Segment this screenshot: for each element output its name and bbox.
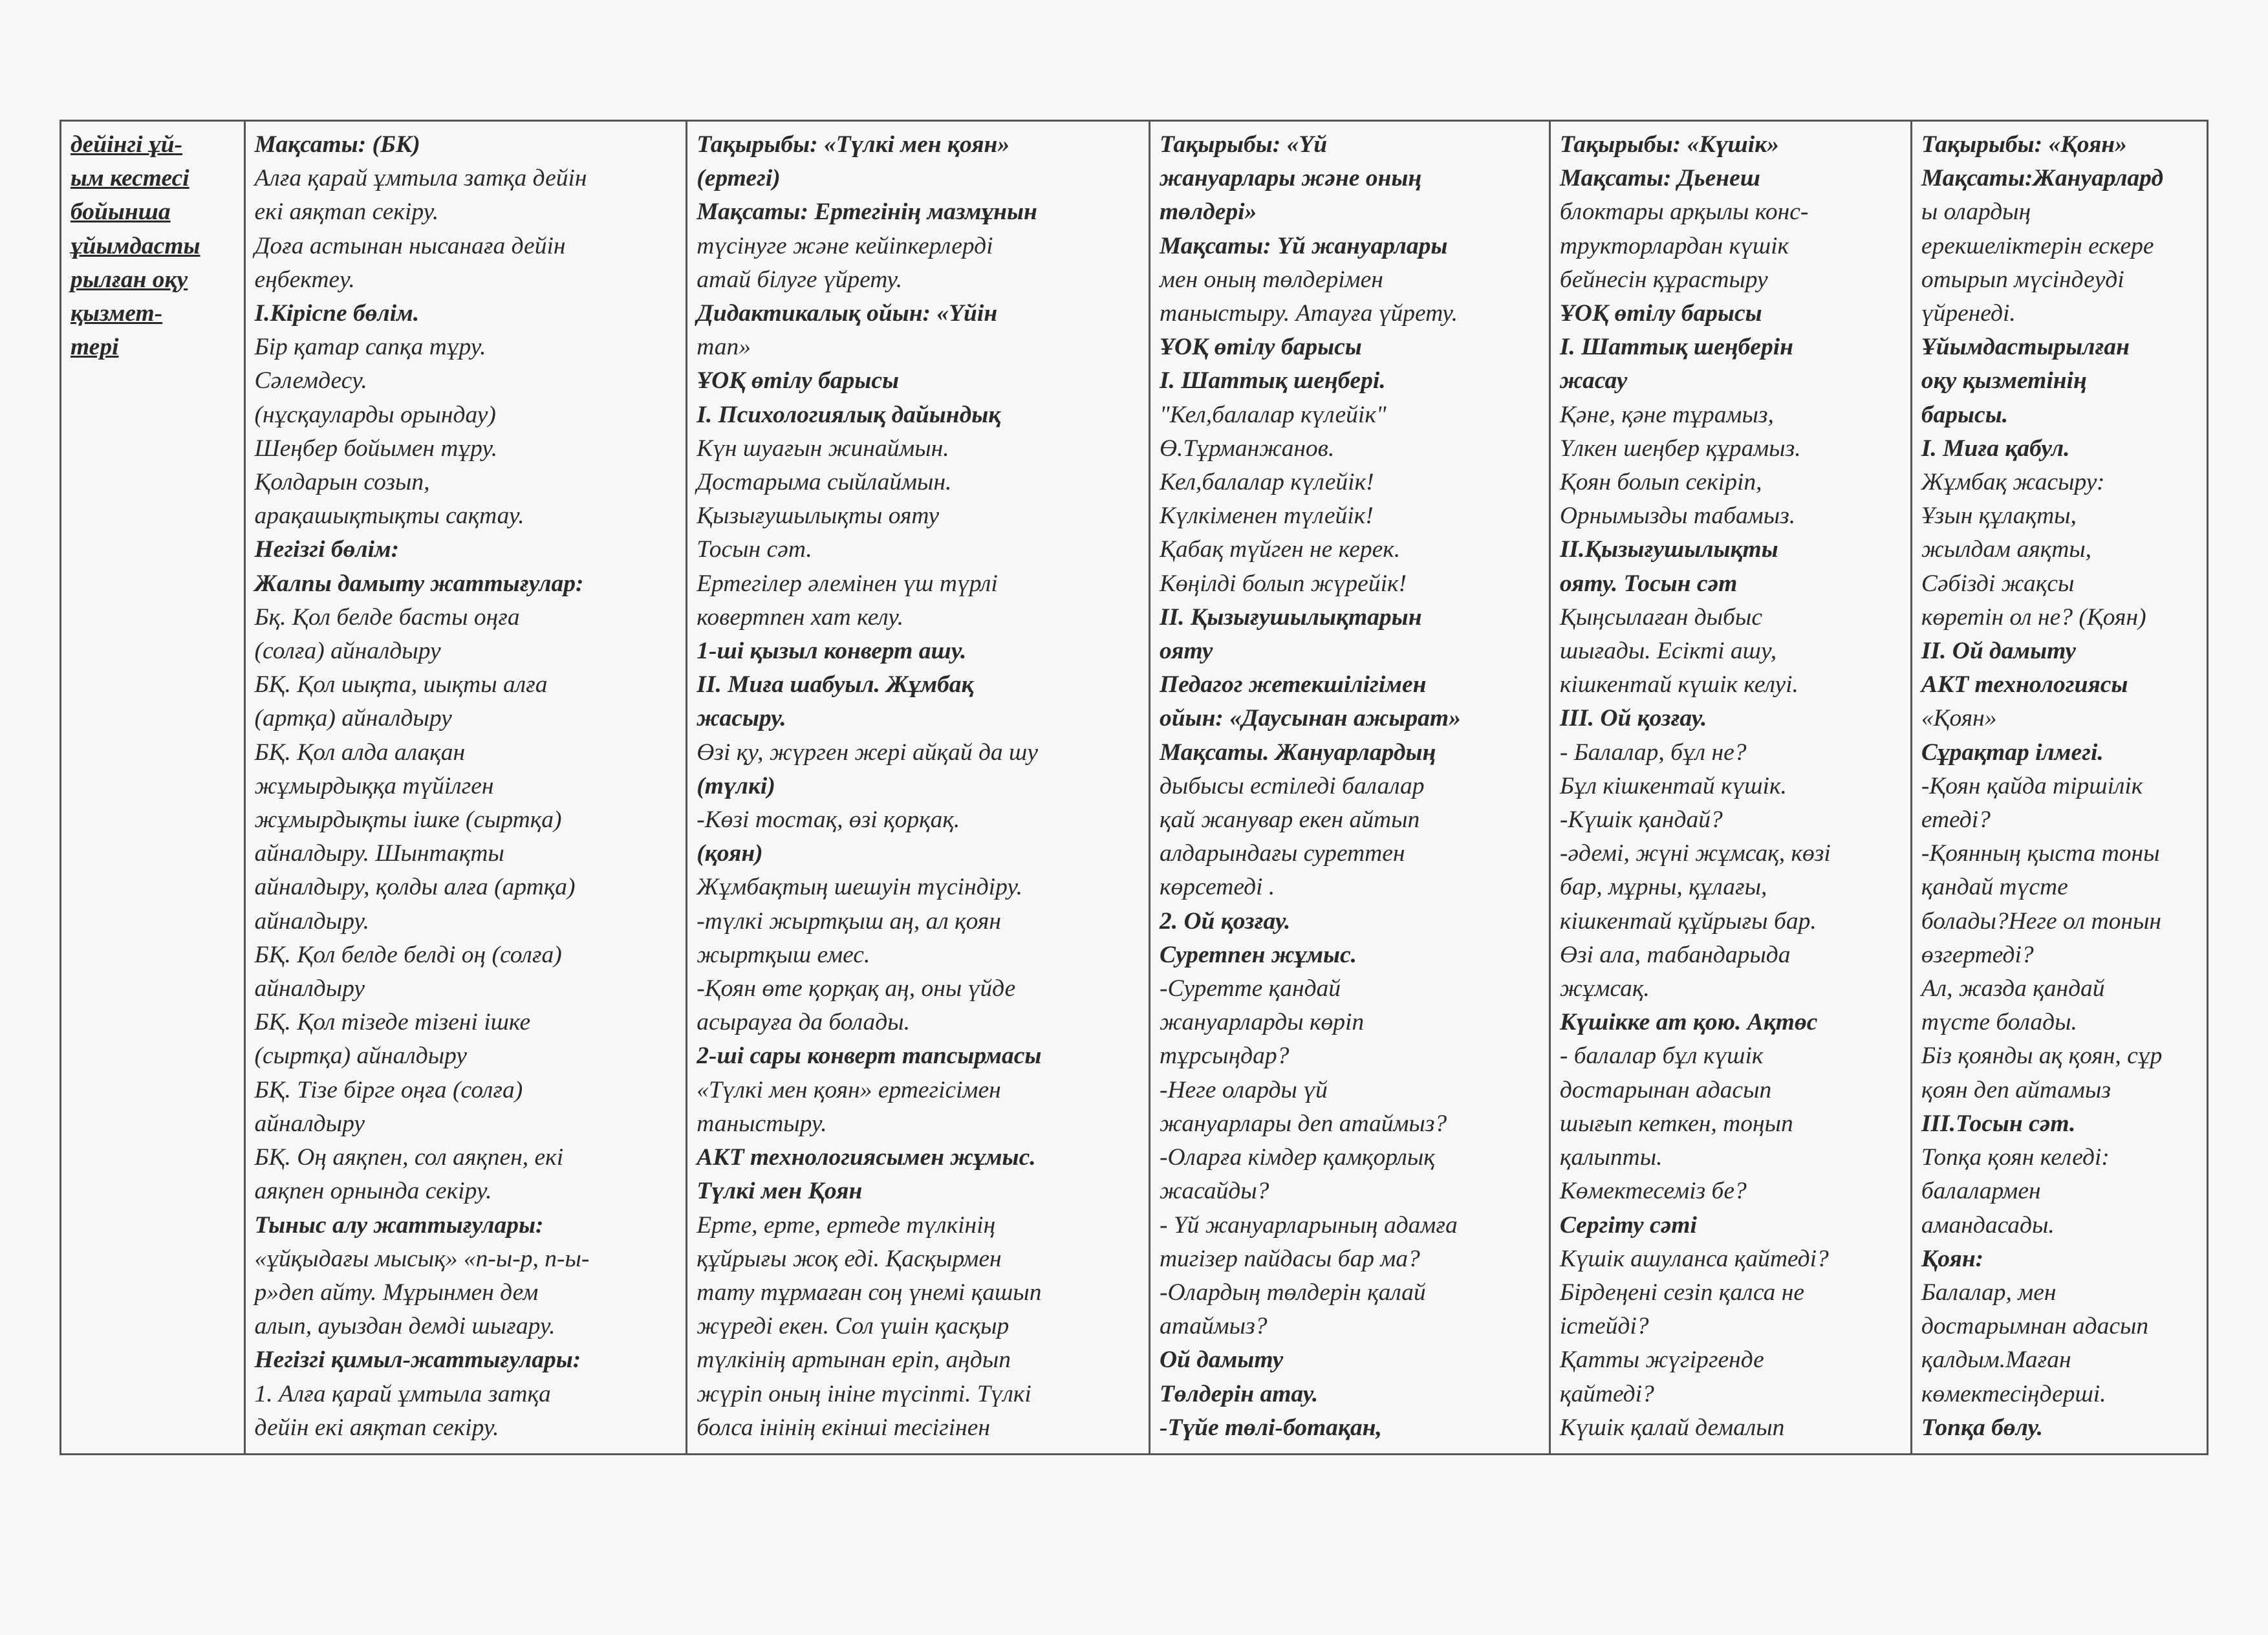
cell-text-line: бар, мұрны, құлағы,	[1559, 874, 1767, 901]
cell-text-line: «Түлкі мен қоян» ертегісімен	[697, 1076, 1001, 1103]
cell-text-line: 2-ші сары конверт тапсырмасы	[697, 1043, 1042, 1070]
cell-text-line: достарымнан адасып	[1921, 1313, 2149, 1340]
cell-text-line: Шеңбер бойымен тұру.	[254, 435, 498, 462]
cell-text-line: Күшікке ат қою. Ақтөс	[1559, 1009, 1818, 1036]
cell-text-line: дыбысы естіледі балалар	[1159, 772, 1425, 799]
cell-text-line: Күшік қалай демалып	[1559, 1414, 1785, 1441]
cell-text-line: (нұсқауларды орындау)	[254, 401, 496, 428]
cell-text-line: қалыпты.	[1559, 1144, 1663, 1171]
cell-text-line: қайтеді?	[1559, 1380, 1654, 1407]
cell-text-line: -Олардың төлдерін қалай	[1159, 1279, 1426, 1306]
cell-text-line: Төлдерін атау.	[1159, 1380, 1319, 1407]
cell-text-line: жануарлары деп атаймыз?	[1159, 1110, 1447, 1137]
cell-text-line: Ұйымдастырылған	[1921, 334, 2130, 361]
cell-text-line: жылдам аяқты,	[1921, 536, 2092, 563]
cell-text-line: ІІ. Ой дамыту	[1921, 638, 2077, 665]
cell-text-line: істейді?	[1559, 1313, 1649, 1340]
cell-text-line: амандасады.	[1921, 1211, 2055, 1239]
cell-text-line: тап»	[697, 334, 751, 361]
cell-text-line: Дидактикалық ойын: «Үйін	[697, 300, 998, 327]
cell-text-line: атаймыз?	[1159, 1313, 1268, 1340]
cell-text-line: -Суретте қандай	[1159, 975, 1341, 1002]
cell-text-line: трукторлардан күшік	[1559, 232, 1789, 259]
cell-text-line: ІІ. Қызығушылықтарын	[1159, 603, 1422, 631]
cell-text-line: еңбектеу.	[254, 266, 355, 293]
cell-text-line: «ұйқыдағы мысық» «п-ы-р, п-ы-	[254, 1245, 590, 1272]
cell-text-line: тату тұрмаған соң үнемі қашып	[697, 1279, 1042, 1306]
cell-text-line: кішкентай құйрығы бар.	[1559, 907, 1817, 935]
cell-text-line: ойын: «Даусынан ажырат»	[1159, 705, 1461, 732]
cell-text-line: айналдыру	[254, 975, 365, 1002]
cell-text-line: ҰОҚ өтілу барысы	[1559, 300, 1762, 327]
cell-text-line: Мақсаты: Дьенеш	[1559, 165, 1760, 192]
cell-text-line: дейінгі ұй-	[70, 131, 183, 158]
cell-text-line: Мақсаты: Үй жануарлары	[1159, 232, 1448, 259]
cell-text-line: барысы.	[1921, 401, 2009, 428]
cell-text-line: Біз қоянды ақ қоян, сұр	[1921, 1043, 2163, 1070]
cell-text-line: (түлкі)	[697, 772, 775, 799]
cell-text-line: Бір қатар сапқа тұру.	[254, 334, 486, 361]
column-physical-education	[246, 122, 688, 1453]
cell-text-line: Бірдеңені сезіп қалса не	[1559, 1279, 1804, 1306]
cell-text-line: қандай түсте	[1921, 874, 2068, 901]
cell-text-line: достарынан адасып	[1559, 1076, 1772, 1103]
cell-text-line: Қолдарын созып,	[254, 469, 430, 496]
cell-text-line: Кел,балалар күлейік!	[1159, 469, 1374, 496]
cell-text-line: түлкінің артынан еріп, аңдып	[697, 1347, 1011, 1374]
cell-text-line: арақашықтықты сақтау.	[254, 503, 524, 530]
cell-text-line: түсте болады.	[1921, 1009, 2077, 1036]
cell-text-line: (ертегі)	[697, 165, 781, 192]
cell-text-line: құйрығы жоқ еді. Қасқырмен	[697, 1245, 1002, 1272]
cell-text-line: Қабақ түйген не керек.	[1159, 536, 1401, 563]
cell-text-line: оқу қызметінің	[1921, 367, 2087, 395]
cell-text-line: болады?Неге ол тонын	[1921, 907, 2162, 935]
cell-text-line: Мақсаты: (БК)	[254, 131, 420, 158]
cell-text-line: Достарыма сыйлаймын.	[697, 469, 952, 496]
cell-text-line: тұрсыңдар?	[1159, 1043, 1290, 1070]
cell-text-line: Сергіту сәті	[1559, 1211, 1697, 1239]
cell-text-line: екі аяқтап секіру.	[254, 199, 439, 226]
cell-text-line: жыртқыш емес.	[697, 941, 870, 968]
cell-text-line: айналдыру. Шынтақты	[254, 840, 504, 867]
cell-text-line: жүріп оның ініне түсіпті. Түлкі	[697, 1380, 1031, 1407]
cell-text-line: ояту. Тосын сәт	[1559, 570, 1738, 597]
cell-text-line: балалармен	[1921, 1178, 2041, 1205]
cell-text-line: Ұзын құлақты,	[1921, 503, 2077, 530]
cell-text-line: (сыртқа) айналдыру	[254, 1043, 468, 1070]
cell-text-line: Топқа қоян келеді:	[1921, 1144, 2110, 1171]
cell-text-line: -Түйе төлі-ботақан,	[1159, 1414, 1382, 1441]
cell-text-line: Негізгі бөлім:	[254, 536, 400, 563]
cell-text-line: Негізгі қимыл-жаттығулары:	[254, 1347, 581, 1374]
cell-text-line: -Қоян өте қорқақ аң, оны үйде	[697, 975, 1016, 1002]
cell-text-line: Алға қарай ұмтыла затқа дейін	[254, 165, 587, 192]
cell-text-line: Орнымызды табамыз.	[1559, 503, 1796, 530]
cell-text-line: рылған оқу	[70, 266, 188, 293]
cell-text-line: Мақсаты: Ертегінің мазмұнын	[697, 199, 1037, 226]
cell-text-line: ояту	[1159, 638, 1213, 665]
cell-text-line: Күлкіменен түлейік!	[1159, 503, 1374, 530]
cell-text-line: БҚ. Қол алда алақан	[254, 739, 466, 766]
cell-text-line: түсінуге және кейіпкерлерді	[697, 232, 993, 259]
cell-text-line: Тақырыбы: «Қоян»	[1921, 131, 2127, 158]
cell-text-line: Жалпы дамыту жаттығулар:	[254, 570, 584, 597]
cell-text-line: Тақырыбы: «Күшік»	[1559, 131, 1779, 158]
cell-text-line: Көңілді болып жүрейік!	[1159, 570, 1407, 597]
cell-text-line: ІІ. Миға шабуыл. Жұмбақ	[697, 671, 974, 698]
cell-text-line: блоктары арқылы конс-	[1559, 199, 1809, 226]
cell-text-line: жұмырдыққа түйілген	[254, 772, 494, 799]
column-domestic-animals	[1150, 122, 1551, 1453]
column-activity-type	[61, 122, 246, 1453]
cell-text-line: отырып мүсіндеуді	[1921, 266, 2124, 293]
cell-text-line: ым кестесі	[70, 165, 189, 192]
column-puppy	[1551, 122, 1912, 1453]
cell-text-line: Көмектесеміз бе?	[1559, 1178, 1747, 1205]
cell-text-line: ҰОҚ өтілу барысы	[697, 367, 900, 395]
cell-text-line: Өзі қу, жүрген жері айқай да шу	[697, 739, 1039, 766]
cell-text-line: БҚ. Тізе бірге оңға (солға)	[254, 1076, 523, 1103]
cell-text-line: көретін ол не? (Қоян)	[1921, 603, 2146, 631]
cell-text-line: қызмет-	[70, 300, 163, 327]
cell-text-line: БҚ. Қол тізеде тізені ішке	[254, 1009, 531, 1036]
cell-text-line: кішкентай күшік келуі.	[1559, 671, 1798, 698]
cell-text-line: - Балалар, бұл не?	[1559, 739, 1747, 766]
cell-text-line: Сұрақтар ілмегі.	[1921, 739, 2104, 766]
cell-text-line: Қатты жүгіргенде	[1559, 1347, 1764, 1374]
cell-text-line: бойынша	[70, 199, 171, 226]
cell-text-line: атай білуге үйрету.	[697, 266, 903, 293]
cell-text-line: тигізер пайдасы бар ма?	[1159, 1245, 1420, 1272]
cell-text-line: ІІІ. Ой қозғау.	[1559, 705, 1707, 732]
cell-text-line: ы олардың	[1921, 199, 2031, 226]
cell-text-line: БҚ. Оң аяқпен, сол аяқпен, екі	[254, 1144, 564, 1171]
cell-text-line: -Оларға кімдер қамқорлық	[1159, 1144, 1435, 1171]
cell-text-line: жұмсақ.	[1559, 975, 1650, 1002]
cell-text-line: Қызығушылықты ояту	[697, 503, 940, 530]
cell-text-line: ІІІ.Тосын сәт.	[1921, 1110, 2076, 1137]
cell-text-line: асырауға да болады.	[697, 1009, 911, 1036]
cell-text-line: І.Кіріспе бөлім.	[254, 300, 420, 327]
cell-text-line: төлдері»	[1159, 199, 1257, 226]
cell-text-line: (қоян)	[697, 840, 763, 867]
cell-text-line: көмектесіңдерші.	[1921, 1380, 2106, 1407]
cell-text-line: (артқа) айналдыру	[254, 705, 452, 732]
cell-text-line: Топқа бөлу.	[1921, 1414, 2043, 1441]
cell-text-line: Қыңсылаған дыбыс	[1559, 603, 1762, 631]
cell-text-line: Педагог жетекшілігімен	[1159, 671, 1427, 698]
cell-text-line: жасау	[1559, 367, 1628, 395]
cell-text-line: -Қоянның қыста тоны	[1921, 840, 2160, 867]
cell-text-line: дейін екі аяқтап секіру.	[254, 1414, 499, 1441]
cell-text-line: ковертпен хат келу.	[697, 603, 903, 631]
cell-text-line: Тосын сәт.	[697, 536, 812, 563]
cell-text-line: БҚ. Қол белде белді оң (солға)	[254, 941, 562, 968]
cell-text-line: жүреді екен. Сол үшін қасқыр	[697, 1313, 1010, 1340]
cell-text-line: мен оның төлдерімен	[1159, 266, 1383, 293]
cell-text-line: Қоян болып секіріп,	[1559, 469, 1762, 496]
cell-text-line: Үлкен шеңбер құрамыз.	[1559, 435, 1801, 462]
cell-text-line: Тыныс алу жаттығулары:	[254, 1211, 544, 1239]
cell-text-line: таныстыру.	[697, 1110, 827, 1137]
column-hare	[1912, 122, 2207, 1453]
cell-text-line: Сәбізді жақсы	[1921, 570, 2075, 597]
cell-text-line: Күн шуағын жинаймын.	[697, 435, 949, 462]
cell-text-line: Ой дамыту	[1159, 1347, 1284, 1374]
cell-text-line: Ал, жазда қандай	[1921, 975, 2105, 1002]
cell-text-line: ҰОҚ өтілу барысы	[1159, 334, 1362, 361]
cell-text-line: АКТ технологиясымен жұмыс.	[697, 1144, 1036, 1171]
cell-text-line: үйренеді.	[1921, 300, 2016, 327]
cell-text-line: р»деп айту. Мұрынмен дем	[254, 1279, 539, 1306]
cell-text-line: Түлкі мен Қоян	[697, 1178, 863, 1205]
cell-text-line: ерекшеліктерін ескере	[1921, 232, 2154, 259]
cell-text-line: - балалар бұл күшік	[1559, 1043, 1764, 1070]
cell-text-line: Қоян:	[1921, 1245, 1984, 1272]
cell-text-line: Мақсаты. Жануарлардың	[1159, 739, 1436, 766]
cell-text-line: қоян деп айтамыз	[1921, 1076, 2111, 1103]
cell-text-line: -Көзі тостақ, өзі қорқақ.	[697, 807, 960, 834]
cell-text-line: етеді?	[1921, 807, 1991, 834]
cell-text-line: (солға) айналдыру	[254, 638, 441, 665]
cell-text-line: Күшік ашуланса қайтеді?	[1559, 1245, 1829, 1272]
cell-text-line: жануарлары және оның	[1159, 165, 1422, 192]
cell-text-line: І. Психологиялық дайындық	[697, 401, 1001, 428]
cell-text-line: Мақсаты:Жануарлард	[1921, 165, 2164, 192]
cell-text-line: жасыру.	[697, 705, 786, 732]
cell-text-line: Жұмбақтың шешуін түсіндіру.	[697, 874, 1023, 901]
cell-text-line: өзгертеді?	[1921, 941, 2034, 968]
cell-text-line: Бқ. Қол белде басты оңға	[254, 603, 520, 631]
cell-text-line: -әдемі, жүні жұмсақ, көзі	[1559, 840, 1831, 867]
cell-text-line: І. Миға қабул.	[1921, 435, 2070, 462]
cell-text-line: алдарындағы суреттен	[1159, 840, 1405, 867]
cell-text-line: -Күшік қандай?	[1559, 807, 1723, 834]
cell-text-line: БҚ. Қол иықта, иықты алға	[254, 671, 548, 698]
cell-text-line: Доға астынан нысанаға дейін	[254, 232, 566, 259]
cell-text-line: айналдыру	[254, 1110, 365, 1137]
lesson-plan-table	[59, 120, 2209, 1455]
cell-text-line: қалдым.Маған	[1921, 1347, 2071, 1374]
cell-text-line: Балалар, мен	[1921, 1279, 2057, 1306]
cell-text-line: аяқпен орнында секіру.	[254, 1178, 492, 1205]
cell-text-line: Тақырыбы: «Түлкі мен қоян»	[697, 131, 1010, 158]
cell-text-line: көрсетеді .	[1159, 874, 1275, 901]
cell-text-line: «Қоян»	[1921, 705, 1997, 732]
cell-text-line: 1-ші қызыл конверт ашу.	[697, 638, 967, 665]
cell-text-line: жасайды?	[1159, 1178, 1269, 1205]
cell-text-line: Тақырыбы: «Үй	[1159, 131, 1328, 158]
cell-text-line: 2. Ой қозғау.	[1159, 907, 1291, 935]
cell-text-line: болса інінің екінші тесігінен	[697, 1414, 991, 1441]
cell-text-line: Суретпен жұмыс.	[1159, 941, 1357, 968]
cell-text-line: АКТ технологиясы	[1921, 671, 2128, 698]
cell-text-line: Жұмбақ жасыру:	[1921, 469, 2105, 496]
cell-text-line: тері	[70, 334, 119, 361]
cell-text-line: І. Шаттық шеңберін	[1559, 334, 1793, 361]
cell-text-line: -Қоян қайда тіршілік	[1921, 772, 2143, 799]
cell-text-line: бейнесін құрастыру	[1559, 266, 1768, 293]
cell-text-line: жануарларды көріп	[1159, 1009, 1365, 1036]
cell-text-line: -түлкі жыртқыш аң, ал қоян	[697, 907, 1001, 935]
cell-text-line: алып, ауыздан демді шығару.	[254, 1313, 556, 1340]
cell-text-line: Ерте, ерте, ертеде түлкінің	[697, 1211, 996, 1239]
cell-text-line: Ө.Тұрманжанов.	[1159, 435, 1335, 462]
cell-text-line: Бұл кішкентай күшік.	[1559, 772, 1787, 799]
cell-text-line: Қәне, қәне тұрамыз,	[1559, 401, 1774, 428]
cell-text-line: таныстыру. Атауға үйрету.	[1159, 300, 1458, 327]
cell-text-line: Өзі ала, табандарыда	[1559, 941, 1791, 968]
cell-text-line: қай жанувар екен айтып	[1159, 807, 1420, 834]
cell-text-line: шығып кеткен, тоңып	[1559, 1110, 1793, 1137]
cell-text-line: Ертегілер әлемінен үш түрлі	[697, 570, 998, 597]
cell-text-line: ІІ.Қызығушылықты	[1559, 536, 1778, 563]
cell-text-line: - Үй жануарларының адамға	[1159, 1211, 1458, 1239]
cell-text-line: айналдыру.	[254, 907, 369, 935]
cell-text-line: шығады. Есікті ашу,	[1559, 638, 1777, 665]
cell-text-line: 1. Алға қарай ұмтыла затқа	[254, 1380, 551, 1407]
cell-text-line: айналдыру, қолды алға (артқа)	[254, 874, 576, 901]
cell-text-line: "Кел,балалар күлейік"	[1159, 401, 1387, 428]
cell-text-line: Сәлемдесу.	[254, 367, 367, 395]
cell-text-line: ұйымдасты	[70, 232, 200, 259]
cell-text-line: І. Шаттық шеңбері.	[1159, 367, 1386, 395]
column-fox-and-hare	[687, 122, 1150, 1453]
cell-text-line: жұмырдықты ішке (сыртқа)	[254, 807, 562, 834]
cell-text-line: -Неге оларды үй	[1159, 1076, 1328, 1103]
